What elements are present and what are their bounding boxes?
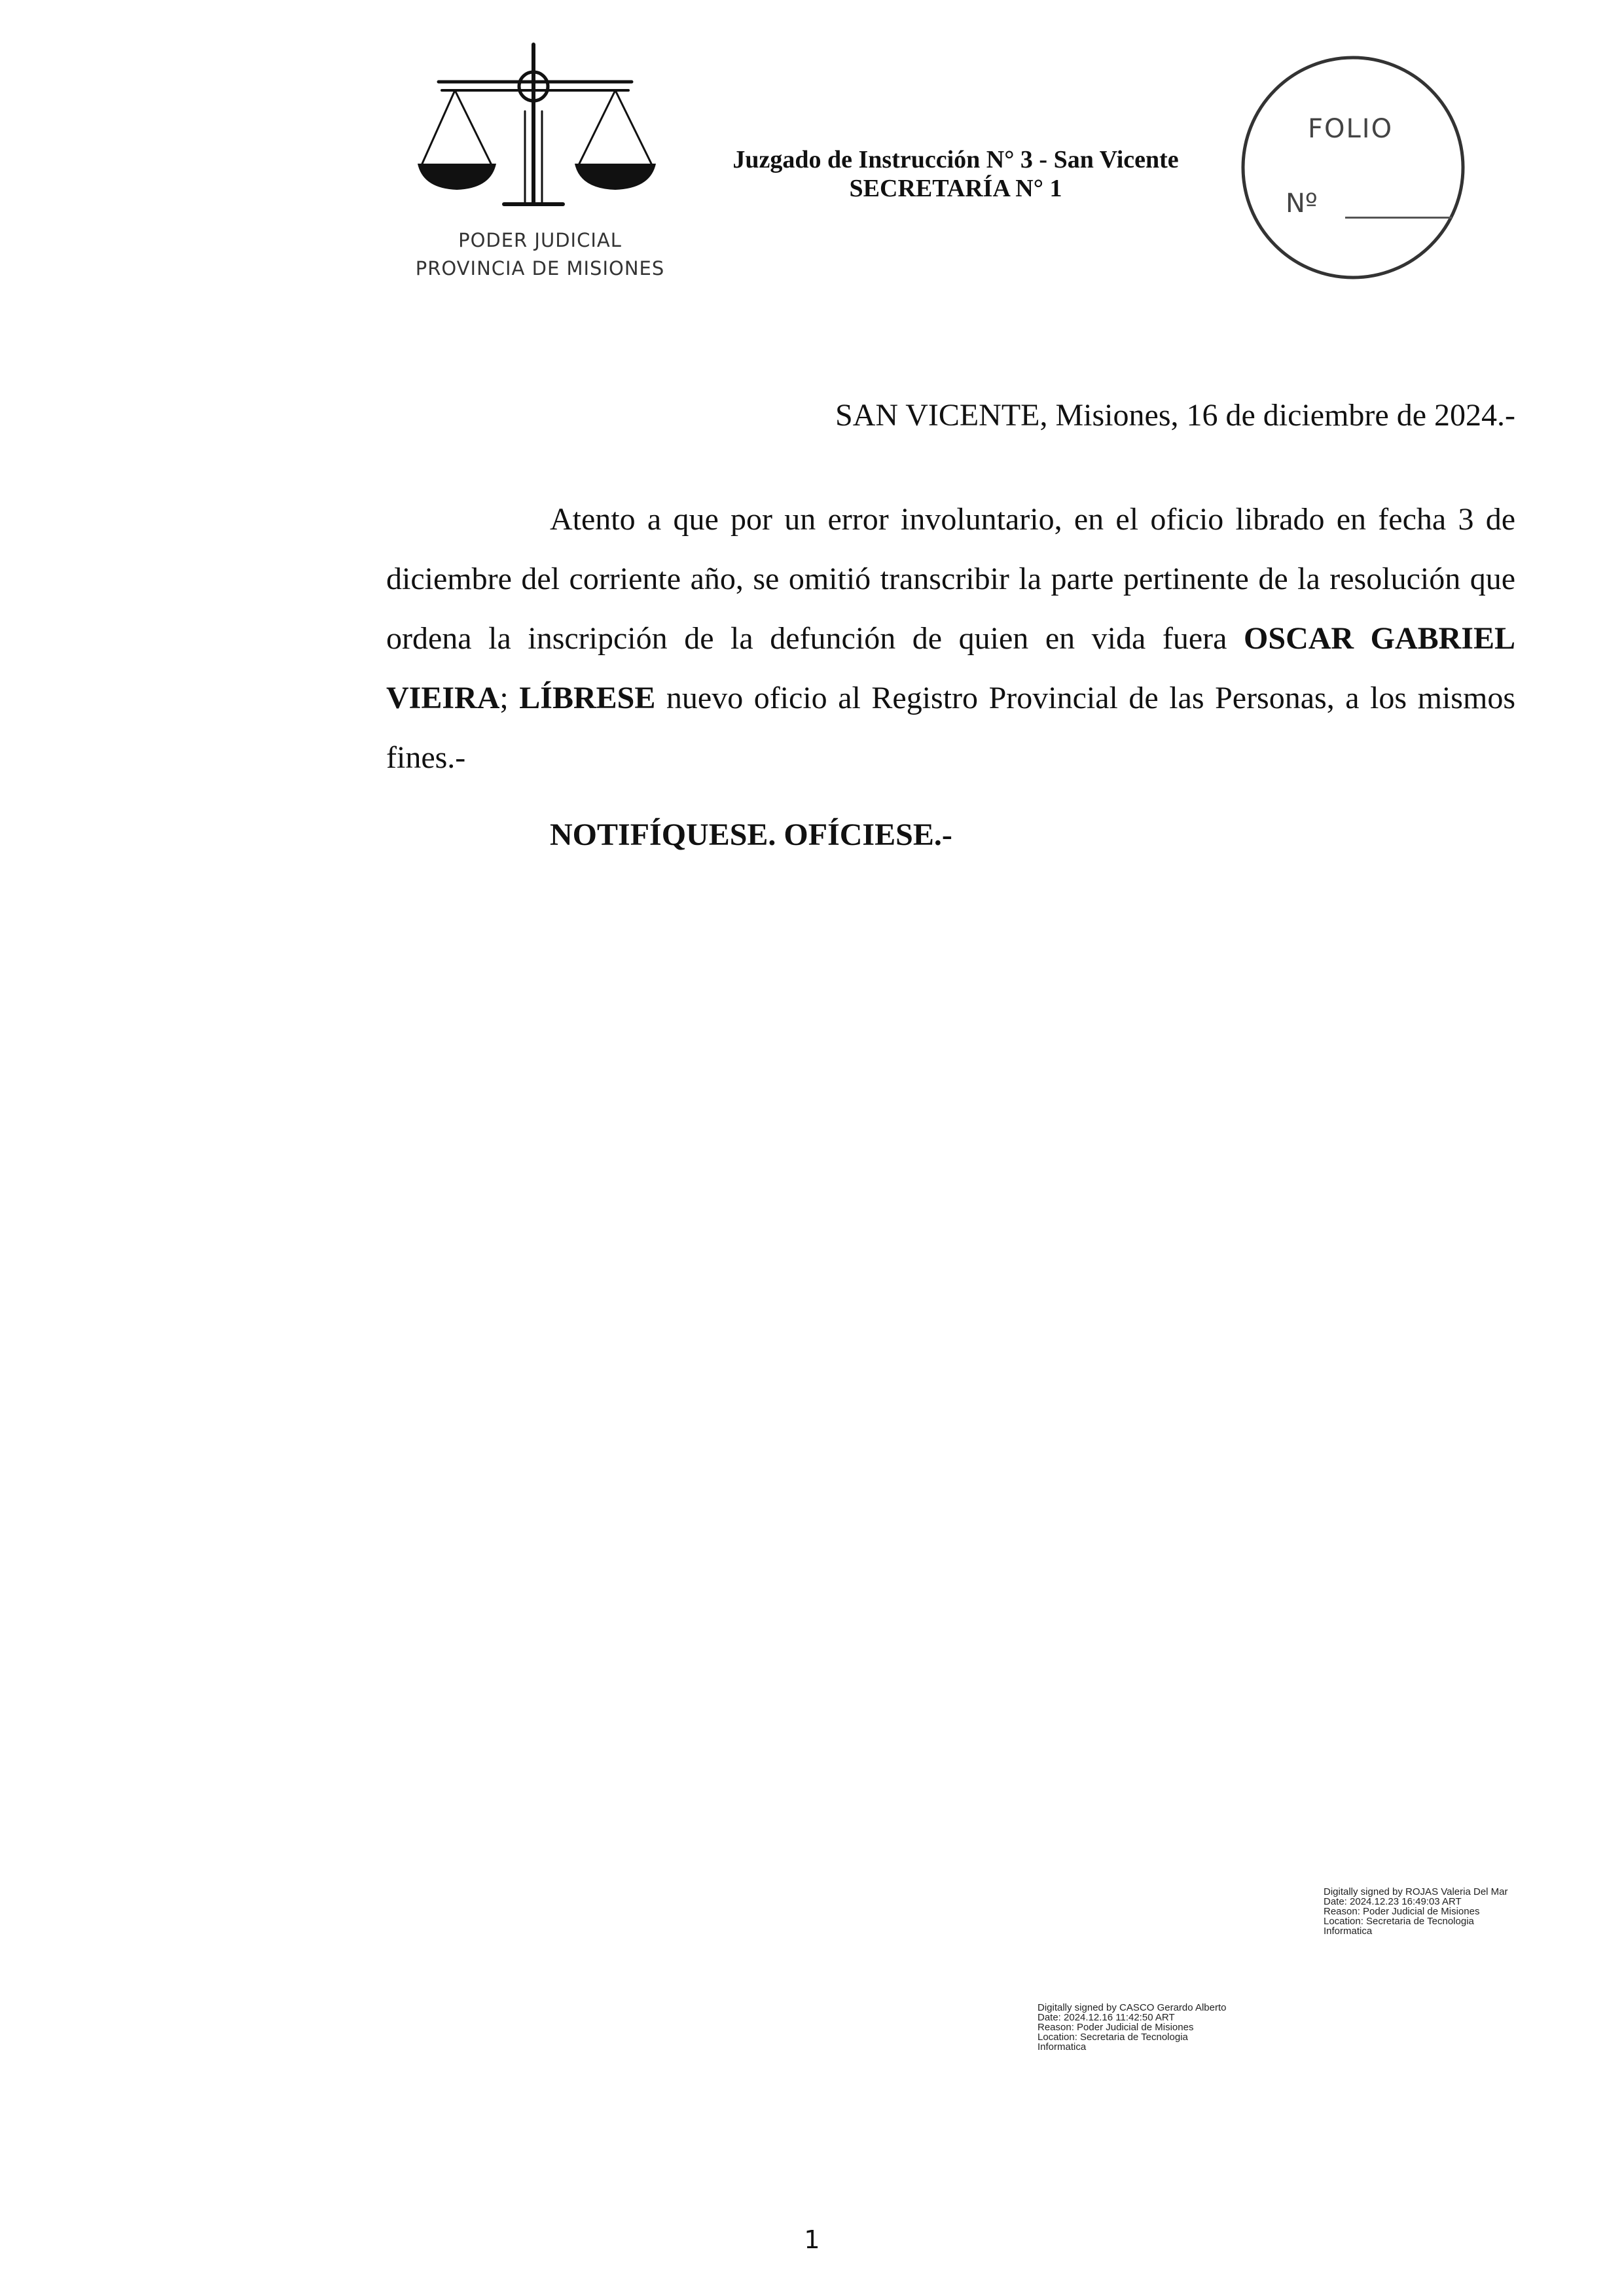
digital-signature-rojas bbox=[1324, 1887, 1508, 1936]
page-number: 1 bbox=[804, 2225, 820, 2254]
paragraph-text-part2: nuevo oficio al Registro Provincial de las Personas, a los mismos fines.- bbox=[386, 681, 1515, 775]
signature-signed-by: Digitally signed by CASCO Gerardo Alberto bbox=[1038, 2002, 1227, 2013]
folio-circle-icon bbox=[1231, 43, 1486, 298]
paragraph-text-part1: Atento a que por un error involuntario, en el oficio librado en fecha 3 de diciembre del corriente año, se omitió transcribir la parte pertinente de la resolución que ordena la inscripción de la defunción de quien en vida fuera bbox=[386, 502, 1515, 656]
closing-order: NOTIFÍQUESE. OFÍCIESE.- bbox=[550, 817, 952, 852]
signature-location: Location: Secretaria de Tecnologia bbox=[1324, 1916, 1474, 1927]
folio-label: FOLIO bbox=[1308, 114, 1394, 144]
signature-reason: Reason: Poder Judicial de Misiones bbox=[1038, 2022, 1194, 2033]
paragraph-separator: ; bbox=[499, 681, 520, 715]
court-name: Juzgado de Instrucción N° 3 - San Vicente bbox=[732, 146, 1179, 173]
signature-date: Date: 2024.12.16 11:42:50 ART bbox=[1038, 2012, 1175, 2023]
logo-line-provincia: PROVINCIA DE MISIONES bbox=[415, 257, 665, 279]
signature-date: Date: 2024.12.23 16:49:03 ART bbox=[1324, 1896, 1462, 1907]
folio-number-blank bbox=[1345, 217, 1452, 219]
poder-judicial-logo bbox=[399, 39, 681, 295]
document-date: SAN VICENTE, Misiones, 16 de diciembre de 2024.- bbox=[835, 398, 1515, 433]
signature-location-cont: Informatica bbox=[1038, 2041, 1087, 2053]
body-paragraph bbox=[386, 490, 1515, 787]
signature-location-cont: Informatica bbox=[1324, 1926, 1373, 1937]
order-word: LÍBRESE bbox=[519, 681, 656, 715]
court-header bbox=[694, 145, 1218, 203]
signature-signed-by: Digitally signed by ROJAS Valeria Del Mar bbox=[1324, 1886, 1508, 1897]
folio-number-label: Nº bbox=[1286, 188, 1318, 219]
digital-signature-casco bbox=[1038, 2003, 1226, 2052]
secretaria-label: SECRETARÍA N° 1 bbox=[849, 175, 1062, 202]
folio-stamp bbox=[1231, 43, 1486, 298]
deceased-name: OSCAR GABRIEL VIEIRA bbox=[386, 621, 1516, 715]
scales-of-justice-icon bbox=[399, 39, 681, 229]
logo-line-poder-judicial: PODER JUDICIAL bbox=[458, 229, 622, 251]
signature-location: Location: Secretaria de Tecnologia bbox=[1038, 2032, 1188, 2043]
signature-reason: Reason: Poder Judicial de Misiones bbox=[1324, 1906, 1480, 1917]
